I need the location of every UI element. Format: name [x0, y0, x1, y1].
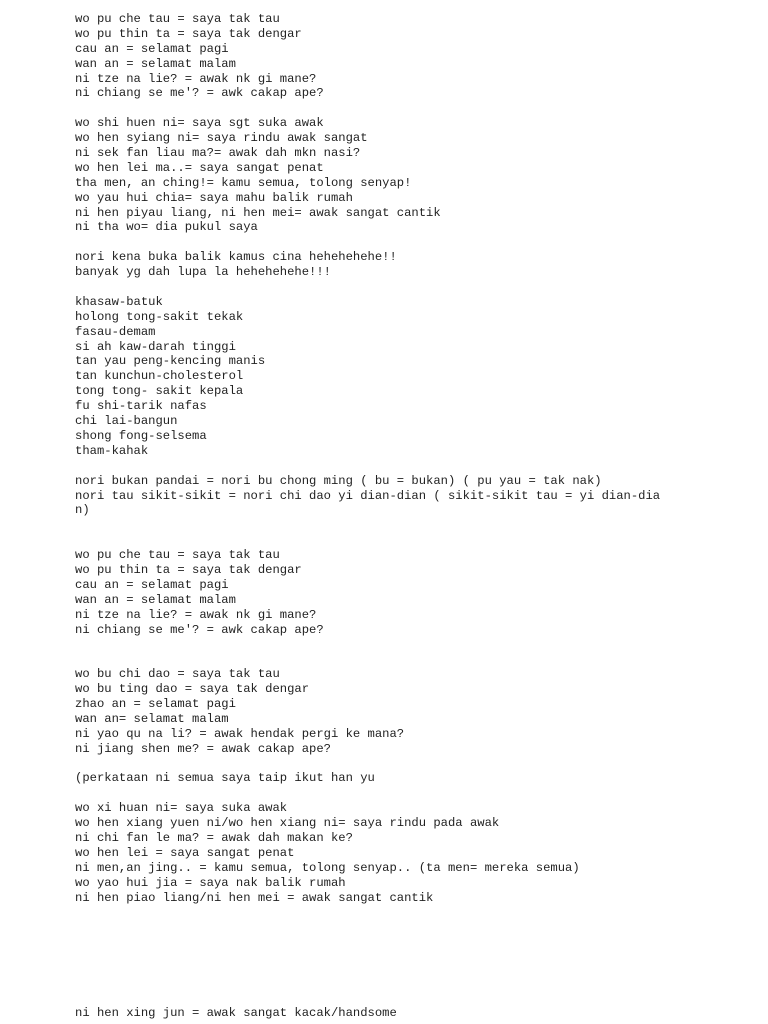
text-line: ni yao qu na li? = awak hendak pergi ke mana?	[75, 726, 405, 741]
paragraph-gap	[75, 786, 675, 801]
text-line: cau an = selamat pagi	[75, 41, 229, 56]
text-line: holong tong-sakit tekak	[75, 309, 244, 324]
text-line: wo xi huan ni= saya suka awak	[75, 801, 288, 816]
text-line: ni chi fan le ma? = awak dah makan ke?	[75, 831, 353, 846]
footer-text-line: ni hen xing jun = awak sangat kacak/handsome	[75, 1006, 397, 1020]
text-line: khasaw-batuk	[75, 294, 163, 309]
text-line: wo yau hui chia= saya mahu balik rumah	[75, 190, 353, 205]
text-line: ni tze na lie? = awak nk gi mane?	[75, 71, 317, 86]
text-line: wan an = selamat malam	[75, 592, 236, 607]
phrase-block	[75, 12, 675, 101]
text-line: chi lai-bangun	[75, 414, 178, 429]
text-line: fasau-demam	[75, 324, 156, 339]
note-block	[75, 771, 675, 786]
phrase-block	[75, 250, 675, 280]
text-line: si ah kaw-darah tinggi	[75, 339, 236, 354]
phrase-block	[75, 474, 675, 519]
text-line: ni chiang se me'? = awk cakap ape?	[75, 622, 324, 637]
text-line: tan kunchun-cholesterol	[75, 369, 244, 384]
text-line: wo hen lei = saya sangat penat	[75, 845, 295, 860]
phrase-block	[75, 548, 675, 637]
phrase-block	[75, 116, 675, 235]
text-line: wo hen lei ma..= saya sangat penat	[75, 160, 324, 175]
text-line: wan an= selamat malam	[75, 711, 229, 726]
text-line: wo bu chi dao = saya tak tau	[75, 667, 280, 682]
paragraph-gap	[75, 235, 675, 250]
text-line: shong fong-selsema	[75, 428, 207, 443]
paragraph-gap	[75, 637, 675, 667]
text-line: ni tha wo= dia pukul saya	[75, 220, 258, 235]
paragraph-gap	[75, 280, 675, 295]
text-line: wo pu thin ta = saya tak dengar	[75, 562, 302, 577]
paragraph-gap	[75, 518, 675, 548]
text-line: ni men,an jing.. = kamu semua, tolong senyap.. (ta men= mereka semua)	[75, 860, 580, 875]
phrase-block	[75, 667, 675, 756]
text-line: wo pu thin ta = saya tak dengar	[75, 26, 302, 41]
text-line: nori kena buka balik kamus cina hehehehehe!!	[75, 250, 397, 265]
text-line: tha men, an ching!= kamu semua, tolong senyap!	[75, 175, 412, 190]
text-line: wo yao hui jia = saya nak balik rumah	[75, 875, 346, 890]
paragraph-gap	[75, 757, 675, 772]
paragraph-gap	[75, 459, 675, 474]
text-line: nori bukan pandai = nori bu chong ming ( bu = bukan) ( pu yau = tak nak)	[75, 473, 602, 488]
text-line: wo shi huen ni= saya sgt suka awak	[75, 116, 324, 131]
vocabulary-block	[75, 295, 675, 459]
text-line: nori tau sikit-sikit = nori chi dao yi dian-dian ( sikit-sikit tau = yi dian-dia	[75, 488, 661, 503]
paragraph-gap	[75, 101, 675, 116]
document-body	[75, 12, 675, 905]
text-line: tong tong- sakit kepala	[75, 384, 244, 399]
text-line: (perkataan ni semua saya taip ikut han yu	[75, 771, 375, 786]
text-line: wo hen syiang ni= saya rindu awak sangat	[75, 131, 368, 146]
text-line: wo pu che tau = saya tak tau	[75, 548, 280, 563]
text-line: ni sek fan liau ma?= awak dah mkn nasi?	[75, 146, 361, 161]
text-line: cau an = selamat pagi	[75, 577, 229, 592]
text-line: ni hen piao liang/ni hen mei = awak sangat cantik	[75, 890, 434, 905]
text-line: n)	[75, 503, 90, 518]
text-line: ni jiang shen me? = awak cakap ape?	[75, 741, 331, 756]
text-line: fu shi-tarik nafas	[75, 399, 207, 414]
text-line: ni hen piyau liang, ni hen mei= awak sangat cantik	[75, 205, 441, 220]
text-line: wo pu che tau = saya tak tau	[75, 12, 280, 26]
text-line: banyak yg dah lupa la hehehehehe!!!	[75, 265, 331, 280]
text-line: zhao an = selamat pagi	[75, 697, 236, 711]
text-line: wan an = selamat malam	[75, 56, 236, 71]
text-line: tan yau peng-kencing manis	[75, 354, 266, 369]
text-line: ni chiang se me'? = awk cakap ape?	[75, 86, 324, 101]
text-line: wo hen xiang yuen ni/wo hen xiang ni= saya rindu pada awak	[75, 816, 500, 831]
phrase-block	[75, 801, 675, 905]
text-line: ni tze na lie? = awak nk gi mane?	[75, 607, 317, 622]
text-line: wo bu ting dao = saya tak dengar	[75, 682, 310, 697]
text-line: tham-kahak	[75, 443, 149, 458]
